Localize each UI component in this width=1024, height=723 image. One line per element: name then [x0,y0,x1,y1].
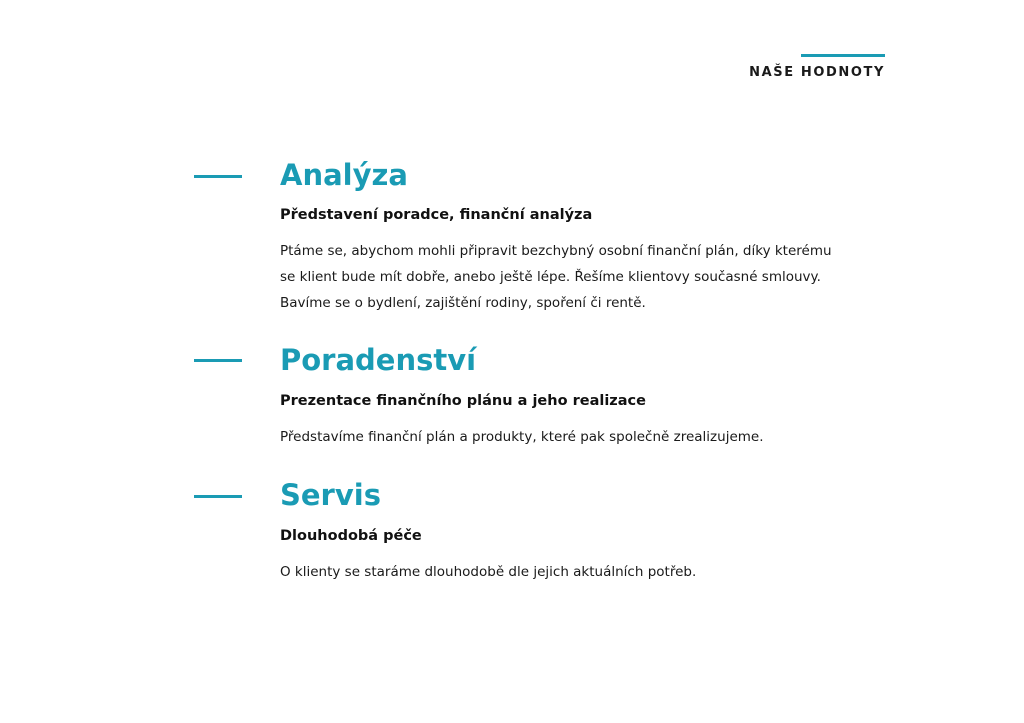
section-dash-marker [194,359,242,362]
section-body [280,424,840,450]
page-section-label: NAŠE HODNOTY [749,65,885,80]
header-accent-rule [801,54,885,57]
section-dash-marker [194,175,242,178]
section-title: Analýza [280,158,408,192]
section-title: Poradenství [280,343,477,377]
section-subtitle: Představení poradce, finanční analýza [280,207,593,223]
section-subtitle: Dlouhodobá péče [280,528,422,544]
section-title: Servis [280,478,381,512]
body-line: Představíme finanční plán a produkty, které pak společně zrealizujeme. [280,429,764,445]
body-line: Ptáme se, abychom mohli připravit bezchybný osobní finanční plán, díky kterému [280,243,832,259]
section-body [280,559,840,585]
body-line: se klient bude mít dobře, anebo ještě lépe. Řešíme klientovy současné smlouvy. [280,269,821,285]
section-subtitle: Prezentace finančního plánu a jeho realizace [280,393,646,409]
section-dash-marker [194,495,242,498]
section-body [280,238,840,316]
body-line: Bavíme se o bydlení, zajištění rodiny, spoření či rentě. [280,295,646,311]
body-line: O klienty se staráme dlouhodobě dle jejich aktuálních potřeb. [280,564,697,580]
